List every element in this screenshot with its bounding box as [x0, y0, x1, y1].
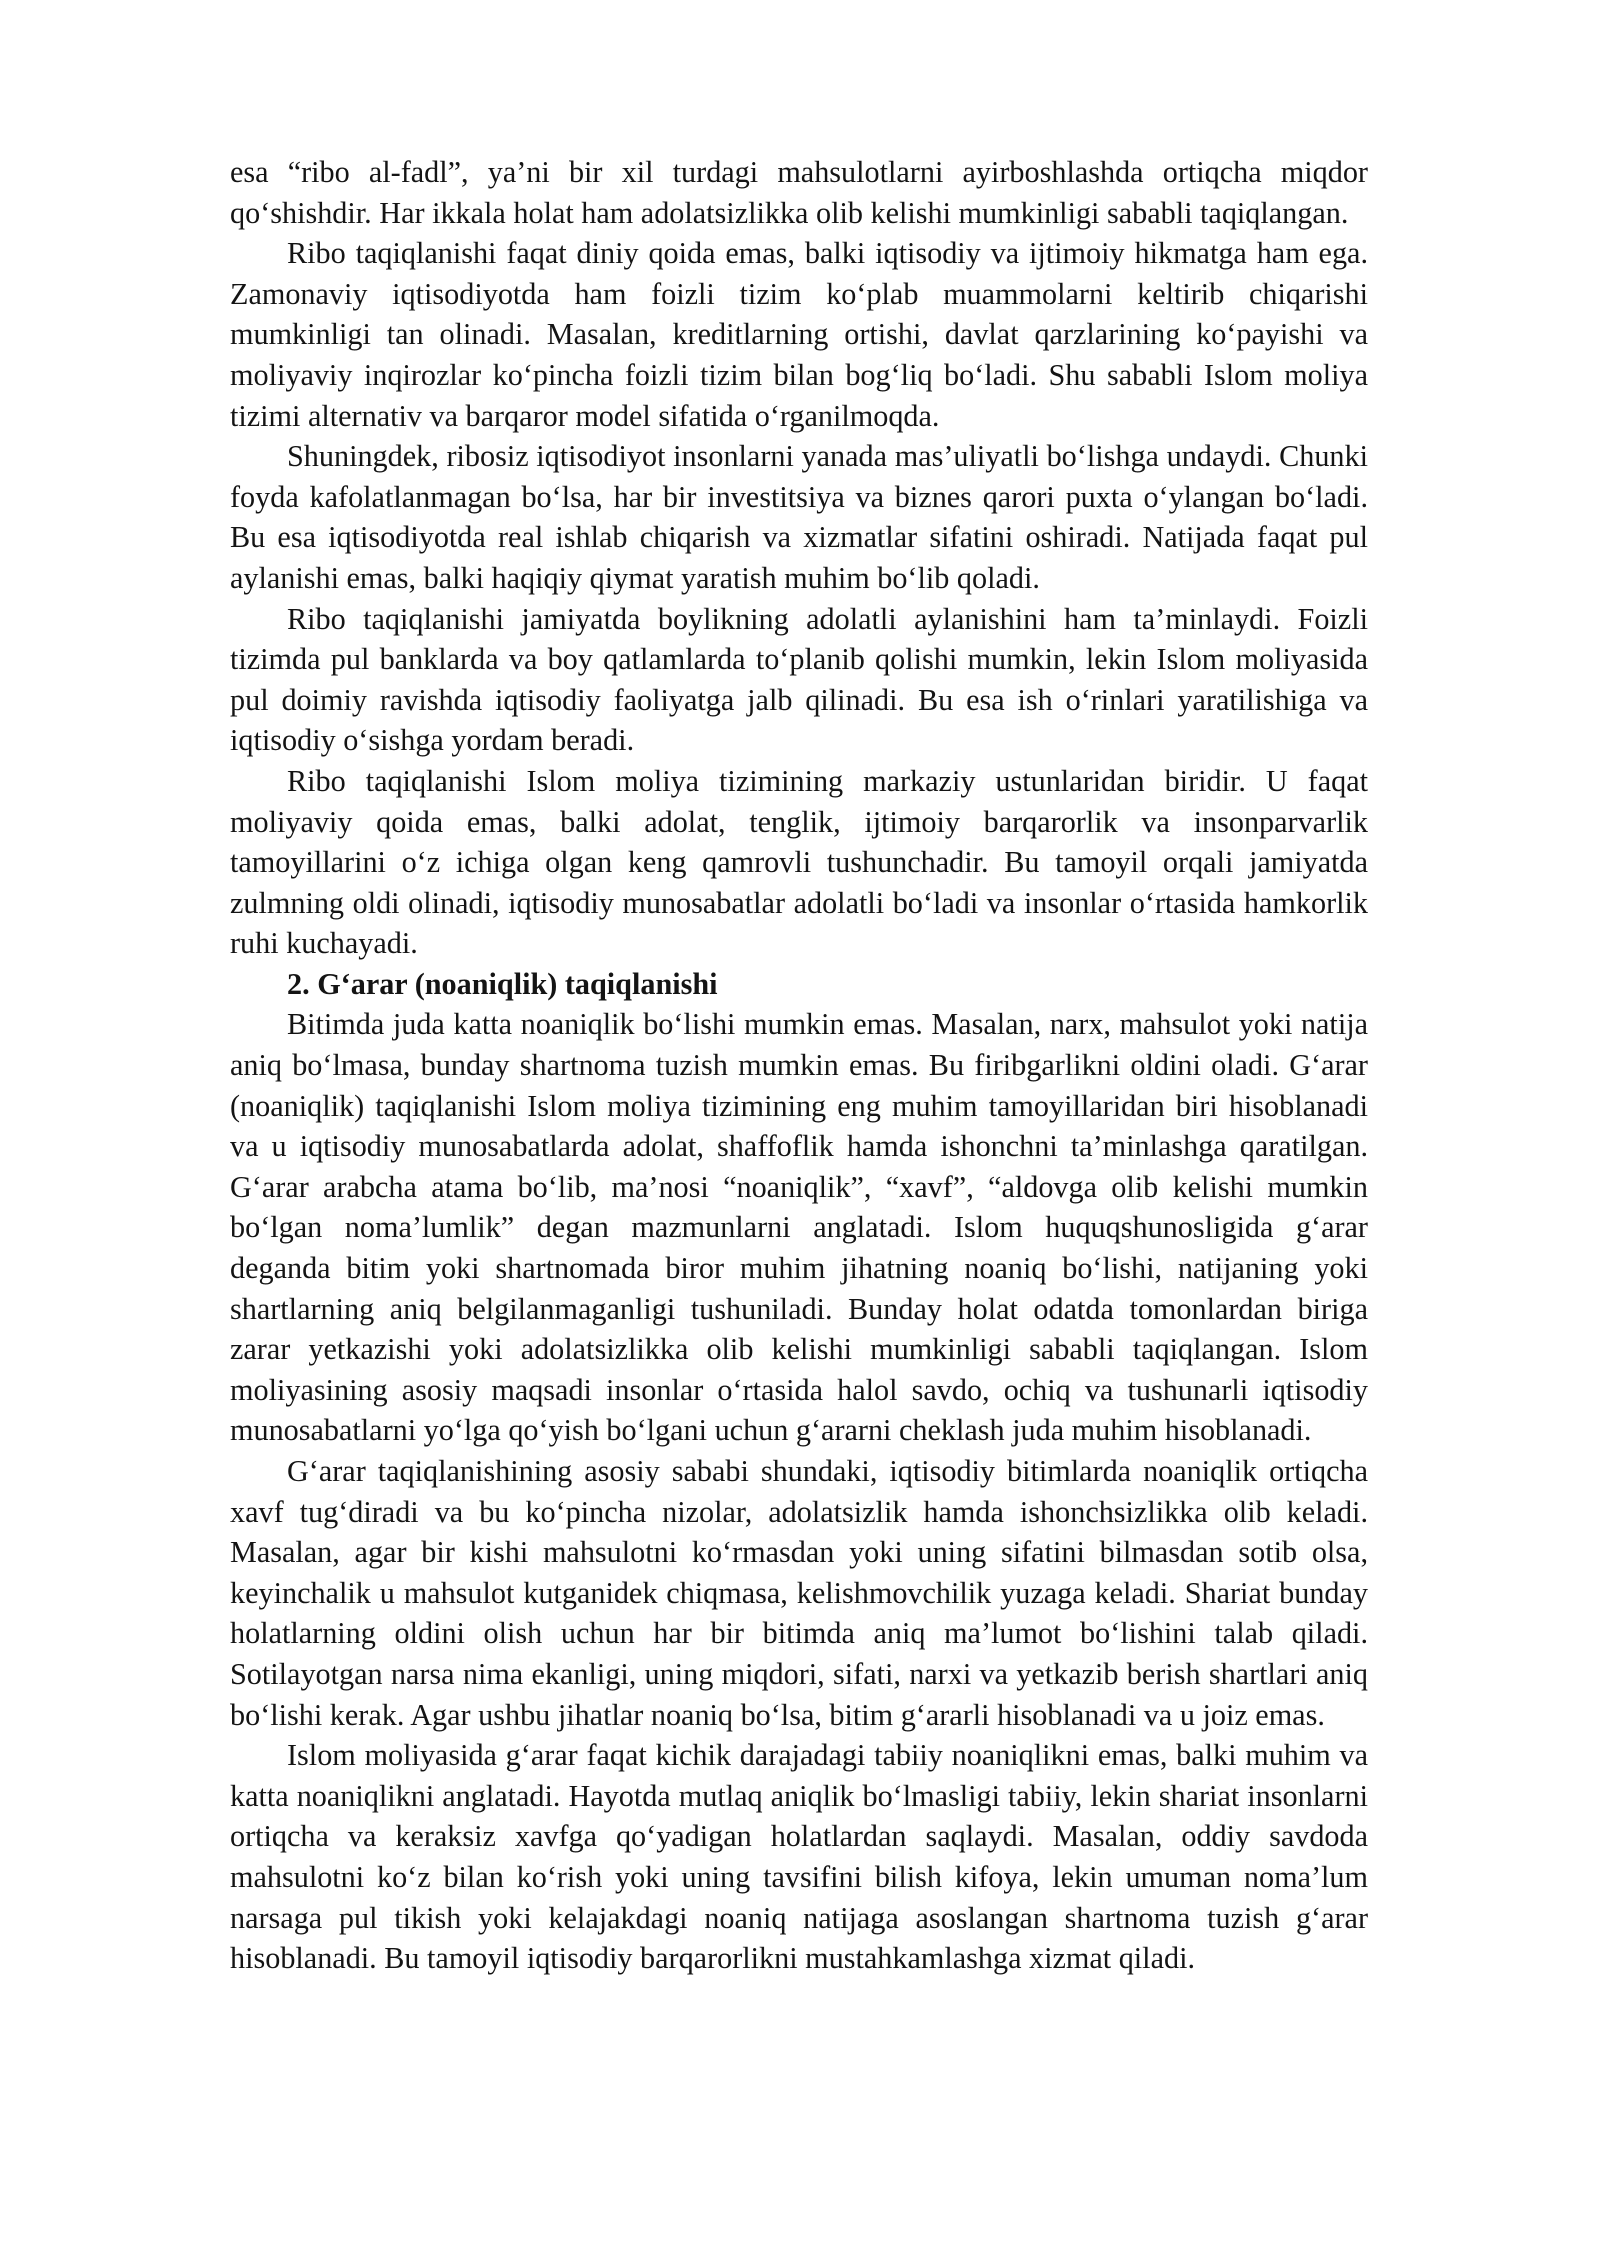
paragraph-4: Ribo taqiqlanishi jamiyatda boylikning adolatli aylanishini ham ta’minlaydi. Foizli tizimda pul banklarda va boy qatlamlarda to‘planib qolishi mumkin, lekin Islom moliyasida pul doimiy ravishda iqtisodiy faoliyatga jalb qilinadi. Bu esa ish o‘rinlari yaratilishiga va iqtisodiy o‘sishga yordam beradi. — [230, 601, 1368, 758]
paragraph-1: esa “ribo al-fadl”, ya’ni bir xil turdagi mahsulotlarni ayirboshlashda ortiqcha miqdor qo‘shishdir. Har ikkala holat ham adolatsizlikka olib kelishi mumkinligi sababli taqiqlangan. — [230, 155, 1368, 230]
paragraph-2: Ribo taqiqlanishi faqat diniy qoida emas, balki iqtisodiy va ijtimoiy hikmatga ham ega. Zamonaviy iqtisodiyotda ham foizli tizim ko‘plab muammolarni keltirib chiqarishi mumkinligi tan olinadi. Masalan, kreditlarning ortishi, davlat qarzlarining ko‘payishi va moliyaviy inqirozlar ko‘pincha foizli tizim bilan bog‘liq bo‘ladi. Shu sababli Islom moliya tizimi alternativ va barqaror model sifatida o‘rganilmoqda. — [230, 236, 1368, 433]
paragraph-5: Ribo taqiqlanishi Islom moliya tizimining markaziy ustunlaridan biridir. U faqat moliyaviy qoida emas, balki adolat, tenglik, ijtimoiy barqarorlik va insonparvarlik tamoyillarini o‘z ichiga olgan keng qamrovli tushunchadir. Bu tamoyil orqali jamiyatda zulmning oldi olinadi, iqtisodiy munosabatlar adolatli bo‘ladi va insonlar o‘rtasida hamkorlik ruhi kuchayadi. — [230, 763, 1368, 961]
paragraph-3: Shuningdek, ribosiz iqtisodiyot insonlarni yanada mas’uliyatli bo‘lishga undaydi. Chunki foyda kafolatlanmagan bo‘lsa, har bir investitsiya va biznes qarori puxta o‘ylangan bo‘ladi. Bu esa iqtisodiyotda real ishlab chiqarish va xizmatlar sifatini oshiradi. Natijada faqat pul aylanishi emas, balki haqiqiy qiymat yaratish muhim bo‘lib qoladi. — [230, 439, 1368, 595]
paragraph-8: Islom moliyasida g‘arar faqat kichik darajadagi tabiiy noaniqlikni emas, balki muhim va katta noaniqlikni anglatadi. Hayotda mutlaq aniqlik bo‘lmasligi tabiiy, lekin shariat insonlarni ortiqcha va keraksiz xavfga qo‘yadigan holatlardan saqlaydi. Masalan, oddiy savdoda mahsulotni ko‘z bilan ko‘rish yoki uning tavsifini bilish kifoya, lekin umuman noma’lum narsaga pul tikish yoki kelajakdagi noaniq natijaga asoslangan shartnoma tuzish g‘arar hisoblanadi. Bu tamoyil iqtisodiy barqarorlikni mustahkamlashga xizmat qiladi. — [230, 1738, 1368, 1976]
document-page — [230, 152, 1368, 1979]
section-heading: 2. G‘arar (noaniqlik) taqiqlanishi — [287, 966, 718, 1001]
paragraph-7: G‘arar taqiqlanishining asosiy sababi shundaki, iqtisodiy bitimlarda noaniqlik ortiqcha xavf tug‘diradi va bu ko‘pincha nizolar, adolatsizlik hamda ishonchsizlikka olib keladi. Masalan, agar bir kishi mahsulotni ko‘rmasdan yoki uning sifatini bilmasdan sotib olsa, keyinchalik u mahsulot kutganidek chiqmasa, kelishmovchilik yuzaga keladi. Shariat bunday holatlarning oldini olish uchun har bir bitimda aniq ma’lumot bo‘lishini talab qiladi. Sotilayotgan narsa nima ekanligi, uning miqdori, sifati, narxi va yetkazib berish shartlari aniq bo‘lishi kerak. Agar ushbu jihatlar noaniq bo‘lsa, bitim g‘ararli hisoblanadi va u joiz emas. — [230, 1454, 1368, 1732]
paragraph-6: Bitimda juda katta noaniqlik bo‘lishi mumkin emas. Masalan, narx, mahsulot yoki natija aniq bo‘lmasa, bunday shartnoma tuzish mumkin emas. Bu firibgarlikni oldini oladi. G‘arar (noaniqlik) taqiqlanishi Islom moliya tizimining eng muhim tamoyillaridan biri hisoblanadi va u iqtisodiy munosabatlarda adolat, shaffoflik hamda ishonchni ta’minlashga qaratilgan. G‘arar arabcha atama bo‘lib, ma’nosi “noaniqlik”, “xavf”, “aldovga olib kelishi mumkin bo‘lgan noma’lumlik” degan mazmunlarni anglatadi. Islom huquqshunosligida g‘arar deganda bitim yoki shartnomada biror muhim jihatning noaniq bo‘lishi, natijaning yoki shartlarning aniq belgilanmaganligi tushuniladi. Bunday holat odatda tomonlardan biriga zarar yetkazishi yoki adolatsizlikka olib kelishi mumkinligi sababli taqiqlangan. Islom moliyasining asosiy maqsadi insonlar o‘rtasida halol savdo, ochiq va tushunarli iqtisodiy munosabatlarni yo‘lga qo‘yish bo‘lgani uchun g‘ararni cheklash juda muhim hisoblanadi. — [230, 1007, 1368, 1448]
